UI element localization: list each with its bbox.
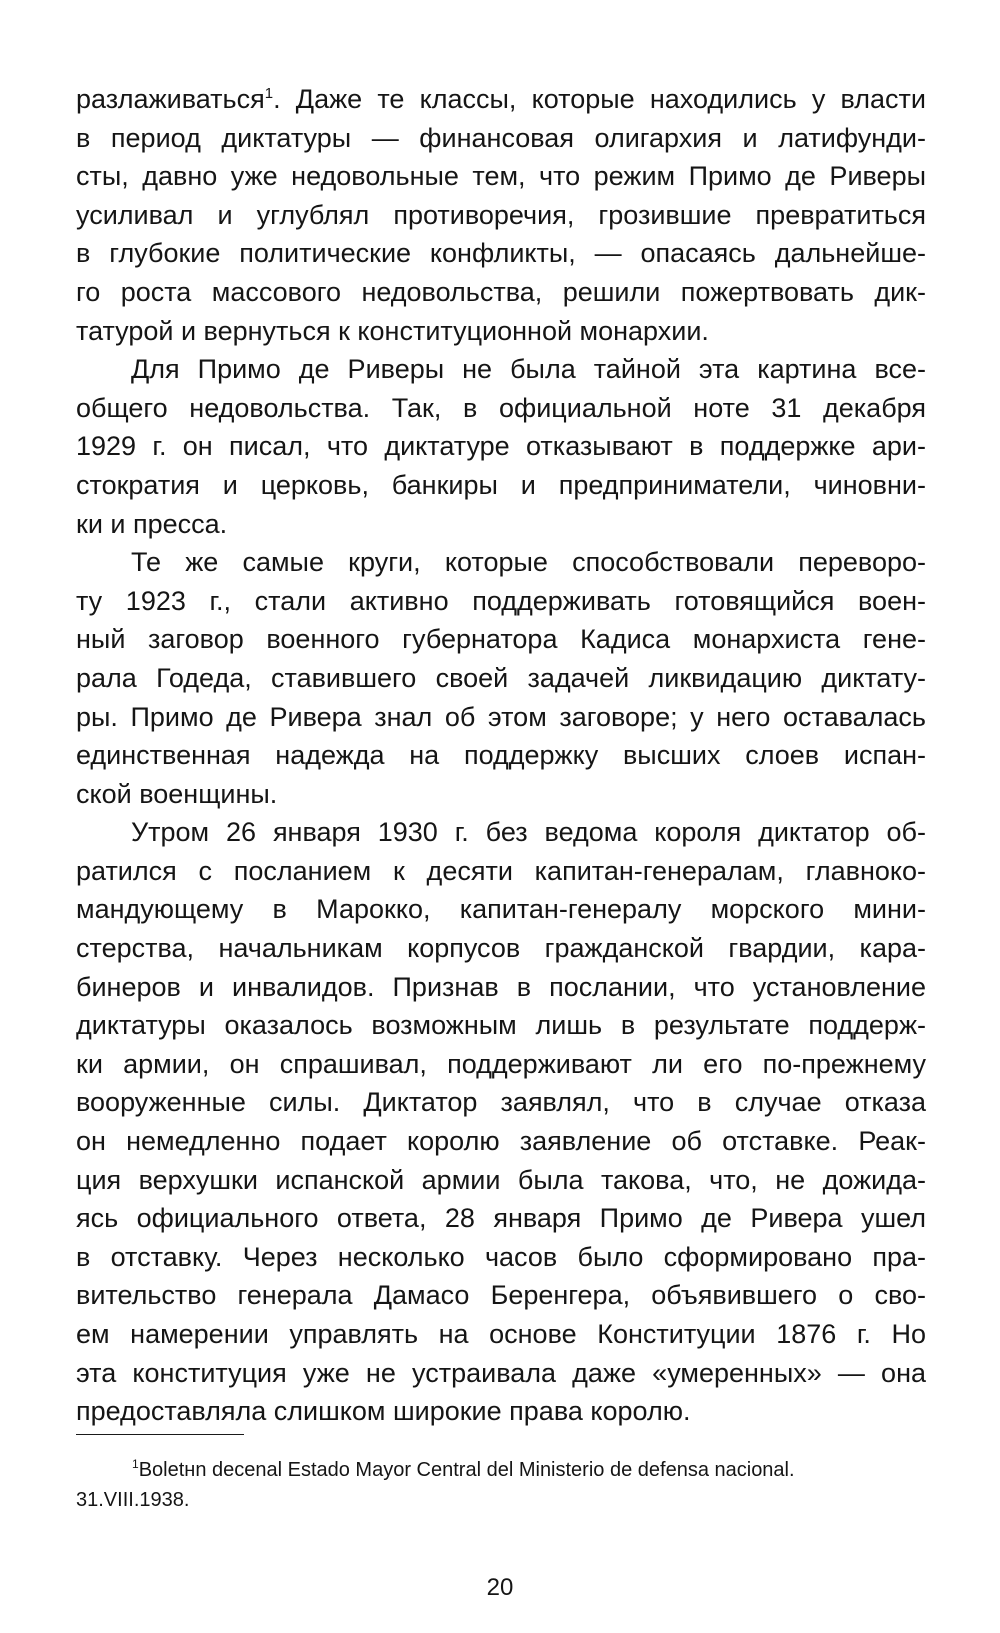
text-line: диктатуры оказалось возможным лишь в результате поддерж- [76, 1010, 926, 1041]
footnote-mark: 1 [132, 1457, 139, 1471]
text-line: стерства, начальникам корпусов гражданской гвардии, кара- [76, 933, 926, 964]
text-line: го роста массового недовольства, решили пожертвовать дик- [76, 276, 926, 307]
text-line: 1929 г. он писал, что диктатуре отказывают в поддержке ари- [76, 431, 926, 462]
paragraph-start-line: Те же самые круги, которые способствовали переворо- [131, 547, 926, 578]
text-line: в глубокие политические конфликты, — опасаясь дальнейше- [76, 238, 926, 269]
text-line: предоставляла слишком широкие права королю. [76, 1396, 691, 1427]
text-line: ту 1923 г., стали активно поддерживать готовящийся воен- [76, 585, 926, 616]
text-line: в период диктатуры — финансовая олигархия и латифунди- [76, 122, 926, 153]
footnote-line: $^1$Boletнn decenal Estado Mayor Central del Ministerio de defensa nacional. [132, 1457, 795, 1481]
text-line: единственная надежда на поддержку высших слоев испан- [76, 740, 926, 771]
text-line: ки и пресса. [76, 508, 228, 539]
text-line: он немедленно подает королю заявление об отставке. Реак- [76, 1126, 926, 1157]
text-line: в отставку. Через несколько часов было сформировано пра- [76, 1241, 926, 1272]
text-line: ки армии, он спрашивал, поддерживают ли его по-прежнему [76, 1048, 926, 1079]
footnote-line: 31.VIII.1938. [76, 1489, 190, 1511]
text-line: эта конституция уже не устраивала даже «умеренных» — она [76, 1357, 926, 1388]
text-line: ный заговор военного губернатора Кадиса монархиста гене- [76, 624, 926, 655]
footnote-separator [76, 1434, 244, 1435]
paragraph-start-line: Утром 26 января 1930 г. без ведома короля диктатор об- [131, 817, 926, 848]
text-line: усиливал и углублял противоречия, грозившие превратиться [76, 199, 926, 230]
text-line: стократия и церковь, банкиры и предприниматели, чиновни- [76, 469, 926, 500]
text-line: общего недовольства. Так, в официальной ноте 31 декабря [76, 392, 926, 423]
main-text [76, 80, 926, 1431]
text-line: бинеров и инвалидов. Признав в послании, что установление [76, 971, 926, 1002]
text-line: разлаживаться$^1$. Даже те классы, которые находились у власти [76, 84, 926, 114]
text-line: татурой и вернуться к конституционной монархии. [76, 315, 709, 346]
text-line: ем намерении управлять на основе Конституции 1876 г. Но [76, 1319, 926, 1349]
footnote-reference: 1 [264, 85, 274, 102]
footnote [76, 1455, 926, 1515]
text-line: рала Годеда, ставившего своей задачей ликвидацию диктату- [76, 662, 926, 693]
text-line: мандующему в Марокко, капитан-генералу морского мини- [76, 894, 926, 925]
text-line: ция верхушки испанской армии была такова, что, не дожида- [76, 1164, 926, 1195]
text-line: ратился с посланием к десяти капитан-генералам, главноко- [76, 855, 926, 886]
text-line: сты, давно уже недовольные тем, что режим Примо де Риверы [76, 161, 926, 192]
text-line: ской военщины. [76, 778, 278, 809]
text-line: вооруженные силы. Диктатор заявлял, что в случае отказа [76, 1087, 926, 1118]
paragraph-start-line: Для Примо де Риверы не была тайной эта картина все- [131, 354, 926, 385]
text-line: вительство генерала Дамасо Беренгера, объявившего о сво- [76, 1280, 926, 1311]
page-number: 20 [486, 1574, 514, 1601]
text-line: ры. Примо де Ривера знал об этом заговоре; у него оставалась [76, 701, 926, 732]
text-line: ясь официального ответа, 28 января Примо де Ривера ушел [76, 1203, 926, 1234]
